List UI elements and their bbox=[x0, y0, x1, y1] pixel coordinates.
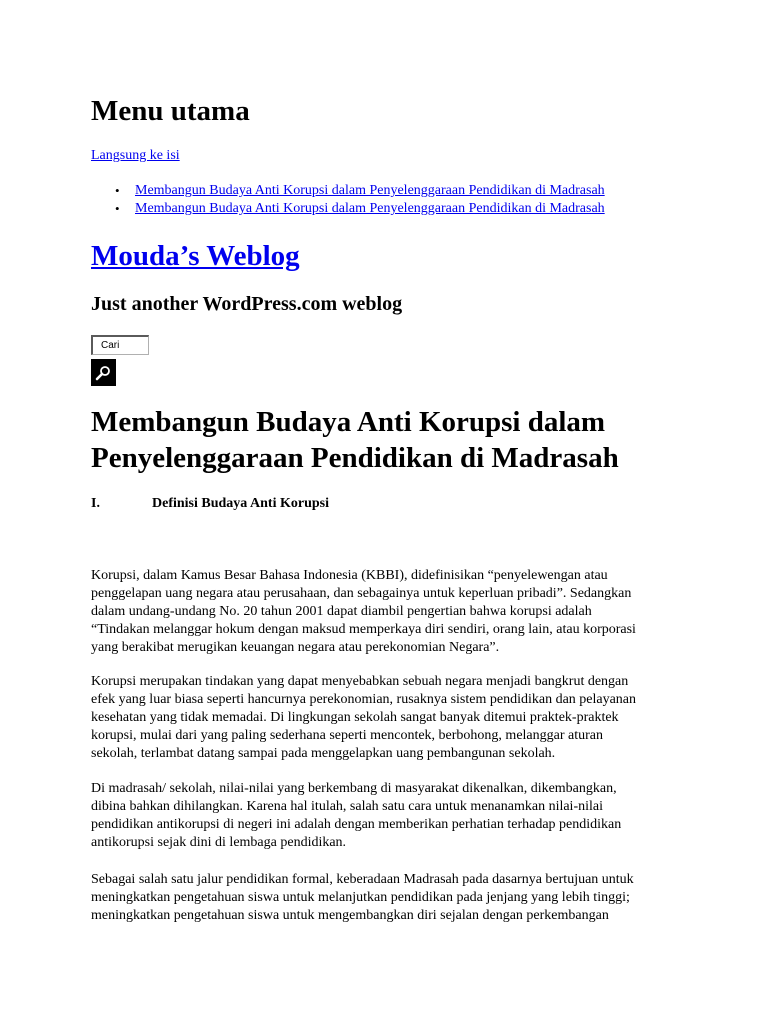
section-heading bbox=[91, 495, 691, 513]
section-title: Definisi Budaya Anti Korupsi bbox=[152, 496, 329, 511]
search-button[interactable] bbox=[91, 359, 116, 386]
paragraph-line: korupsi, mulai dari yang paling sederhana seperti mencontek, berbohong, melanggar aturan bbox=[91, 728, 603, 743]
search-input[interactable] bbox=[91, 335, 149, 355]
paragraph-line: antikorupsi sejak dini di lembaga pendidikan. bbox=[91, 835, 347, 850]
menu-item-link[interactable]: Membangun Budaya Anti Korupsi dalam Penyelenggaraan Pendidikan di Madrasah bbox=[135, 183, 605, 198]
paragraph-line: dibina bahkan dihilangkan. Karena hal itulah, salah satu cara untuk menanamkan nilai-nilai bbox=[91, 799, 603, 814]
paragraph-line: Korupsi, dalam Kamus Besar Bahasa Indonesia (KBBI), didefinisikan “penyelewengan atau bbox=[91, 568, 608, 583]
menu-item bbox=[115, 182, 695, 200]
paragraph-line: kesehatan yang tidak memadai. Di lingkungan sekolah sangat banyak ditemui praktek-praktek bbox=[91, 710, 619, 725]
magnifier-icon bbox=[91, 359, 116, 386]
menu-item bbox=[115, 200, 695, 218]
site-title bbox=[91, 236, 300, 276]
skip-to-content-link[interactable]: Langsung ke isi bbox=[91, 148, 180, 163]
paragraph-line: penggelapan uang negara atau perusahaan, dan sebagainya untuk keperluan pribadi”. Sedangkan bbox=[91, 586, 632, 601]
menu-title: Menu utama bbox=[91, 95, 250, 127]
paragraph bbox=[91, 871, 691, 925]
main-menu-list bbox=[91, 182, 695, 218]
paragraph-line: sekolah, terlambat datang sampai pada menggelapkan uang pembangunan sekolah. bbox=[91, 746, 556, 761]
paragraph-line: meningkatkan pengetahuan siswa untuk mengembangkan diri sejalan dengan perkembangan bbox=[91, 908, 609, 923]
paragraph bbox=[91, 567, 691, 657]
site-title-link[interactable]: Mouda’s Weblog bbox=[91, 240, 300, 272]
paragraph-line: meningkatkan pengetahuan siswa untuk melanjutkan pendidikan pada jenjang yang lebih tinggi; bbox=[91, 890, 630, 905]
paragraph-line: “Tindakan melanggar hokum dengan maksud memperkaya diri sendiri, orang lain, atau korporasi bbox=[91, 622, 636, 637]
paragraph-line: efek yang luar biasa seperti hancurnya perekonomian, rusaknya sistem pendidikan dan pelayanan bbox=[91, 692, 637, 707]
bullet-icon: • bbox=[115, 201, 120, 216]
paragraph bbox=[91, 673, 691, 763]
paragraph-line: Di madrasah/ sekolah, nilai-nilai yang berkembang di masyarakat dikenalkan, dikembangkan, bbox=[91, 781, 617, 796]
paragraph-line: Sebagai salah satu jalur pendidikan formal, keberadaan Madrasah pada dasarnya bertujuan untuk bbox=[91, 872, 634, 887]
site-tagline: Just another WordPress.com weblog bbox=[91, 293, 403, 315]
menu-item-link[interactable]: Membangun Budaya Anti Korupsi dalam Penyelenggaraan Pendidikan di Madrasah bbox=[135, 201, 605, 216]
paragraph-line: pendidikan antikorupsi di negeri ini adalah dengan memberikan perhatian terhadap pendidikan bbox=[91, 817, 622, 832]
section-number: I. bbox=[91, 496, 100, 511]
bullet-icon: • bbox=[115, 183, 120, 198]
post-title: Membangun Budaya Anti Korupsi dalam Penyelenggaraan Pendidikan di Madrasah bbox=[91, 406, 619, 474]
paragraph bbox=[91, 780, 691, 852]
paragraph-line: dalam undang-undang No. 20 tahun 2001 dapat diambil pengertian bahwa korupsi adalah bbox=[91, 604, 592, 619]
paragraph-line: yang berakibat merugikan keuangan negara atau perekonomian Negara”. bbox=[91, 640, 500, 655]
paragraph-line: Korupsi merupakan tindakan yang dapat menyebabkan sebuah negara menjadi bangkrut dengan bbox=[91, 674, 629, 689]
